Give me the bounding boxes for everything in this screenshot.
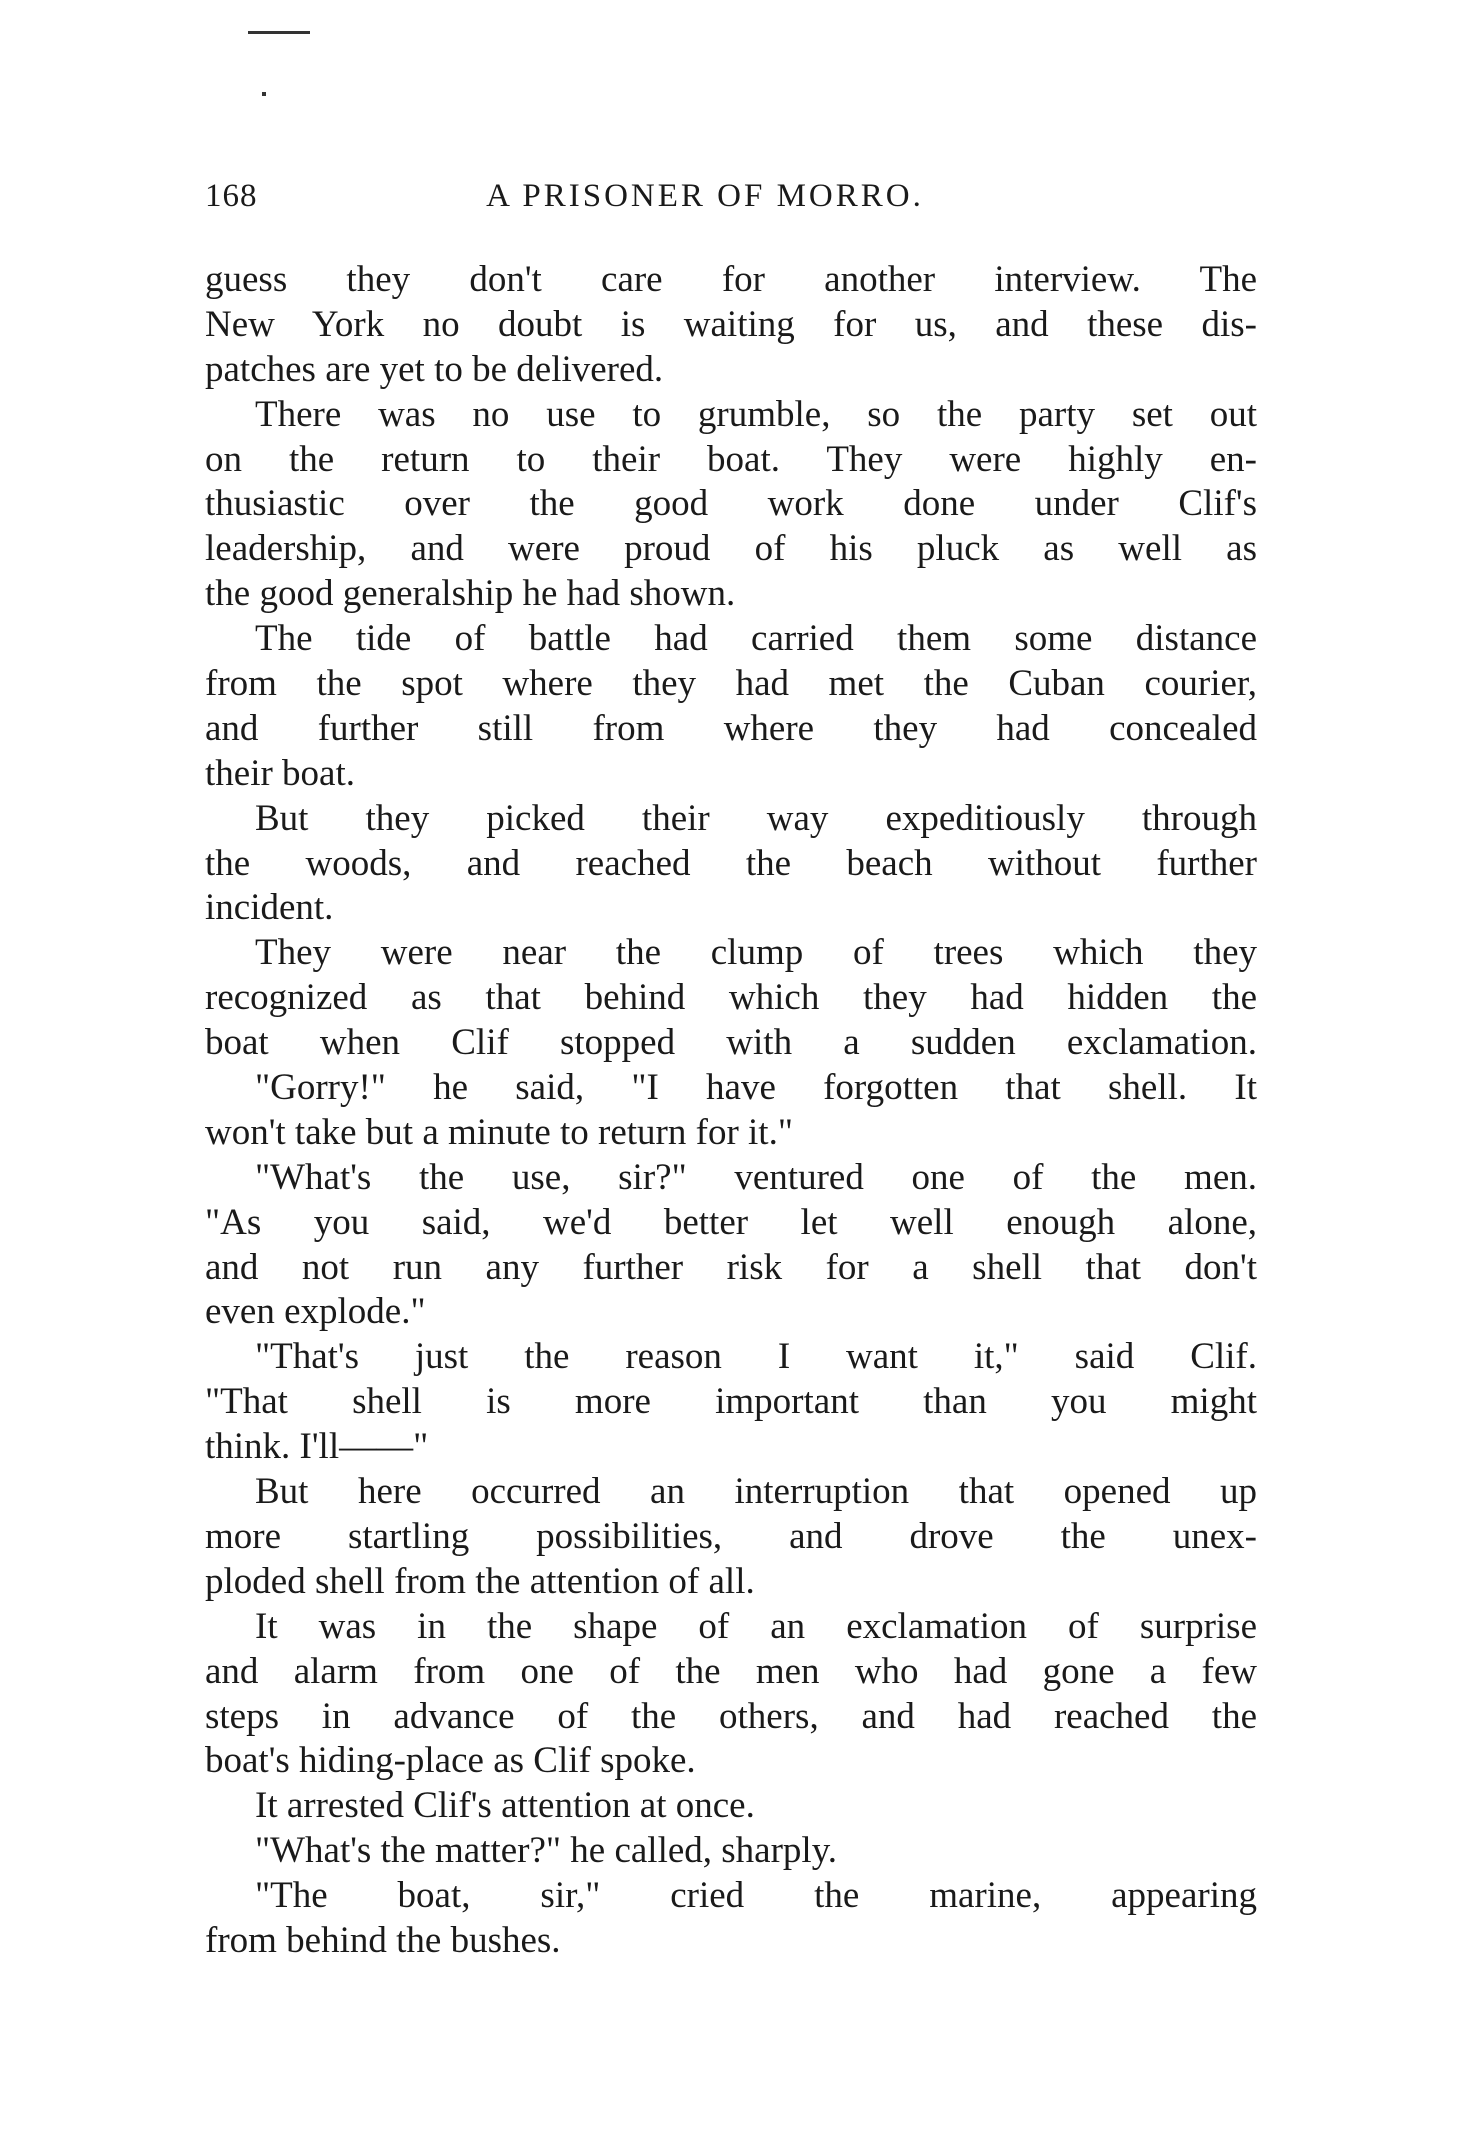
- text-line: recognized as that behind which they had hidden the: [205, 977, 1257, 1019]
- text-line: the woods, and reached the beach without further: [205, 842, 1257, 884]
- text-line: and not run any further risk for a shell that don't: [205, 1246, 1257, 1288]
- print-mark: [248, 31, 310, 34]
- running-title: A PRISONER OF MORRO.: [486, 178, 924, 214]
- text-line: "What's the use, sir?" ventured one of the men.: [255, 1156, 1257, 1198]
- page-body-text: [205, 258, 1257, 1964]
- text-line: think. I'll——": [205, 1426, 429, 1468]
- text-line: "As you said, we'd better let well enough alone,: [205, 1201, 1257, 1243]
- text-line: thusiastic over the good work done under Clif's: [205, 483, 1257, 525]
- print-speck: [262, 92, 266, 96]
- text-line: incident.: [205, 887, 334, 929]
- page-number: 168: [205, 178, 258, 214]
- text-line: leadership, and were proud of his pluck as well as: [205, 528, 1257, 570]
- text-line: They were near the clump of trees which they: [255, 932, 1257, 974]
- text-line: and alarm from one of the men who had gone a few: [205, 1650, 1257, 1692]
- text-line: The tide of battle had carried them some distance: [255, 618, 1257, 660]
- text-line: New York no doubt is waiting for us, and these dis-: [205, 303, 1257, 345]
- text-line: guess they don't care for another interview. The: [205, 259, 1257, 300]
- text-line: There was no use to grumble, so the party set out: [255, 393, 1257, 435]
- text-line: boat when Clif stopped with a sudden exclamation.: [205, 1022, 1257, 1064]
- text-line: "That shell is more important than you might: [205, 1381, 1257, 1423]
- text-line: on the return to their boat. They were highly en-: [205, 438, 1257, 480]
- text-line: the good generalship he had shown.: [205, 573, 736, 615]
- text-line: from the spot where they had met the Cuban courier,: [205, 663, 1257, 705]
- text-line: ploded shell from the attention of all.: [205, 1560, 755, 1602]
- text-line: "What's the matter?" he called, sharply.: [255, 1830, 838, 1872]
- text-line: more startling possibilities, and drove the unex-: [205, 1515, 1257, 1557]
- text-line: their boat.: [205, 752, 356, 794]
- text-line: steps in advance of the others, and had reached the: [205, 1695, 1257, 1737]
- text-line: patches are yet to be delivered.: [205, 348, 664, 390]
- text-line: "The boat, sir," cried the marine, appearing: [255, 1875, 1257, 1917]
- text-line: It arrested Clif's attention at once.: [255, 1785, 755, 1827]
- page-header: [205, 178, 1257, 228]
- text-line: But they picked their way expeditiously through: [255, 797, 1257, 839]
- text-line: even explode.": [205, 1291, 426, 1333]
- text-line: "That's just the reason I want it," said Clif.: [255, 1336, 1257, 1378]
- text-line: "Gorry!" he said, "I have forgotten that shell. It: [255, 1067, 1257, 1109]
- text-line: from behind the bushes.: [205, 1919, 561, 1961]
- text-line: boat's hiding-place as Clif spoke.: [205, 1740, 696, 1782]
- text-line: But here occurred an interruption that opened up: [255, 1471, 1257, 1513]
- text-line: and further still from where they had concealed: [205, 707, 1257, 749]
- text-line: It was in the shape of an exclamation of surprise: [255, 1605, 1257, 1647]
- text-line: won't take but a minute to return for it.": [205, 1111, 793, 1153]
